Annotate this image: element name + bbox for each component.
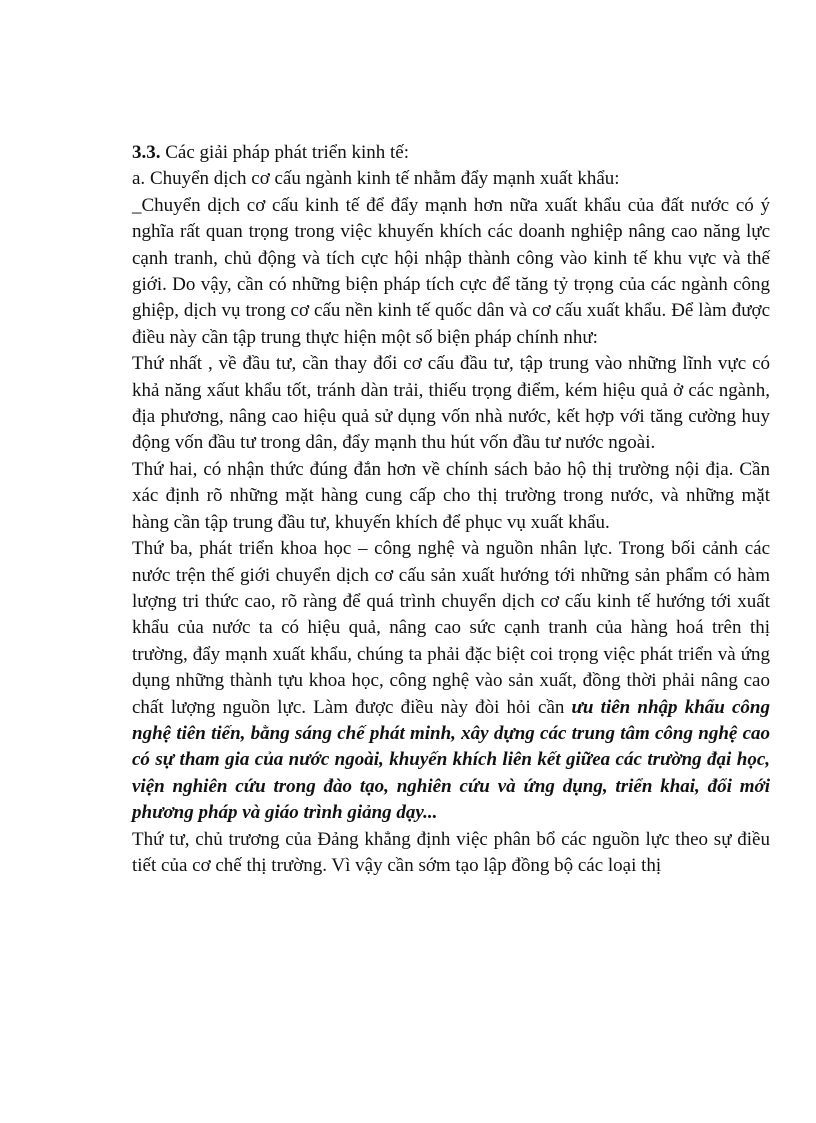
subsection-title: Chuyển dịch cơ cấu ngành kinh tế nhằm đẩy mạnh xuất khẩu: [149,168,620,190]
second-measure-paragraph: Thứ hai, có nhận thức đúng đắn hơn về chính sách bảo hộ thị trường nội địa. Cần xác định rõ những mặt hàng cung cấp cho thị trường trong nước, và những mặt hàng cần tập trung đầu tư, khuyến khích để phục vụ xuất khẩu. [132,458,770,533]
subsection-label: a. [132,168,146,190]
intro-paragraph: _Chuyển dịch cơ cấu kinh tế để đẩy mạnh hơn nữa xuất khẩu của đất nước có ý nghĩa rất quan trọng trong việc khuyến khích các doanh nghiệp nâng cao năng lực cạnh tranh, chủ động và tích cực hội nhập thành công vào kinh tế khu vực và thế giới. Do vậy, cần có những biện pháp tích cực để tăng tỷ trọng của các ngành công ghiệp, dịch vụ trong cơ cấu nền kinh tế quốc dân và cơ cấu xuất khẩu. Để làm được điều này cần tập trung thực hiện một số biện pháp chính như: [132,194,770,348]
document-page [132,140,770,879]
section-number: 3.3. [132,142,161,163]
third-measure-text: Thứ ba, phát triển khoa học – công nghệ và nguồn nhân lực. Trong bối cảnh các nước trện thế giới chuyển dịch cơ cấu sản xuất hướng tới những sản phẩm có hàm lượng tri thức cao, rõ ràng để quá trình chuyển dịch cơ cấu kinh tế hướng tới xuất khẩu của nước ta có hiệu quả, nâng cao sức cạnh tranh của hàng hoá trên thị trường, đẩy mạnh xuất khẩu, chúng ta phải đặc biệt coi trọng việc phát triển và ứng dụng những thành tựu khoa học, công nghệ vào sản xuất, đồng thời phải nâng cao chất lượng nguồn lực. Làm được điều này đòi hỏi cần [132,538,770,718]
subsection-heading [132,166,770,192]
third-measure-paragraph [132,536,770,826]
third-measure-emphasis: ưu tiên nhập khẩu công nghệ tiên tiến, bằng sáng chế phát minh, xây dựng các trung tâm công nghệ cao có sự tham gia của nước ngoài, khuyến khích liên kết giữea các trường đại học, viện nghiên cứu trong đào tạo, nghiên cứu và ứng dụng, triển khai, đổi mới phương pháp và giáo trình giảng dạy... [132,696,770,824]
section-heading [132,140,770,166]
first-measure-paragraph: Thứ nhất , về đầu tư, cần thay đổi cơ cấu đầu tư, tập trung vào những lĩnh vực có khả năng xấut khẩu tốt, tránh dàn trải, thiếu trọng điểm, kém hiệu quả ở các ngành, địa phương, nâng cao hiệu quả sử dụng vốn nhà nước, kết hợp với tăng cường huy động vốn đầu tư trong dân, đẩy mạnh thu hút vốn đầu tư nước ngoài. [132,353,770,454]
fourth-measure-paragraph: Thứ tư, chủ trương của Đảng khẳng định việc phân bổ các nguồn lực theo sự điều tiết của cơ chế thị trường. Vì vậy cần sớm tạo lập đồng bộ các loại thị [132,828,770,876]
section-title: Các giải pháp phát triển kinh tế: [165,142,410,163]
